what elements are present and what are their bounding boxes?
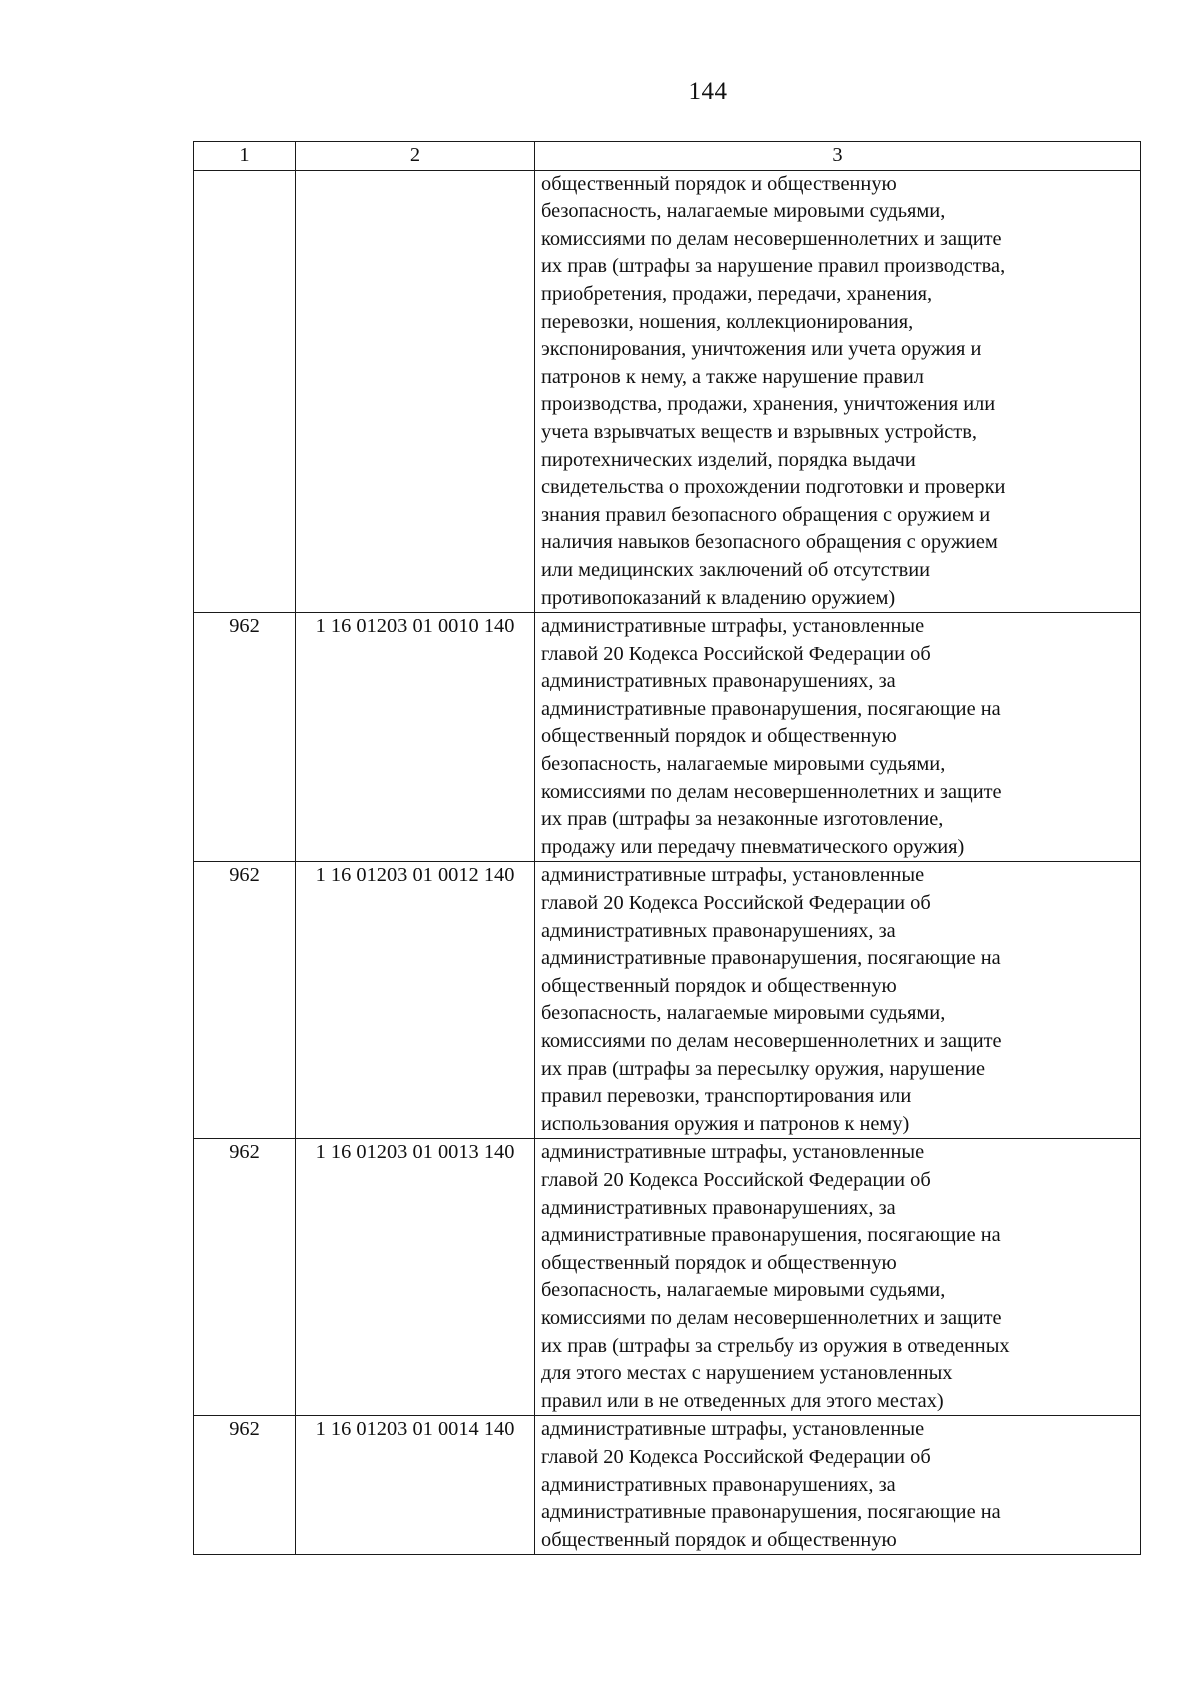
header-col-2: 2 — [296, 142, 535, 171]
header-col-1: 1 — [194, 142, 296, 171]
description-cell: административные штрафы, установленные главой 20 Кодекса Российской Федерации об административных правонарушениях, за административные правонарушения, посягающие на общественный порядок и общественную — [535, 1416, 1141, 1555]
budget-code-cell: 1 16 01203 01 0012 140 — [296, 862, 535, 1139]
table-header-row — [194, 142, 1141, 171]
budget-code-cell — [296, 170, 535, 613]
admin-code-cell — [194, 170, 296, 613]
description-cell: административные штрафы, установленные главой 20 Кодекса Российской Федерации об административных правонарушениях, за административные правонарушения, посягающие на общественный порядок и общественную безопасность, налагаемые мировыми судьями, комиссиями по делам несовершеннолетних и защите их прав (штрафы за стрельбу из оружия в отведенных для этого местах с нарушением установленных правил или в не отведенных для этого местах) — [535, 1139, 1141, 1416]
budget-code-cell: 1 16 01203 01 0013 140 — [296, 1139, 535, 1416]
fee-code-table — [193, 141, 1141, 1555]
admin-code-cell: 962 — [194, 1139, 296, 1416]
admin-code-cell: 962 — [194, 1416, 296, 1555]
description-cell: административные штрафы, установленные главой 20 Кодекса Российской Федерации об административных правонарушениях, за административные правонарушения, посягающие на общественный порядок и общественную безопасность, налагаемые мировыми судьями, комиссиями по делам несовершеннолетних и защите их прав (штрафы за пересылку оружия, нарушение правил перевозки, транспортирования или использования оружия и патронов к нему) — [535, 862, 1141, 1139]
description-cell: административные штрафы, установленные главой 20 Кодекса Российской Федерации об административных правонарушениях, за административные правонарушения, посягающие на общественный порядок и общественную безопасность, налагаемые мировыми судьями, комиссиями по делам несовершеннолетних и защите их прав (штрафы за незаконные изготовление, продажу или передачу пневматического оружия) — [535, 613, 1141, 862]
table-row — [194, 1139, 1141, 1416]
table-row — [194, 862, 1141, 1139]
admin-code-cell: 962 — [194, 613, 296, 862]
budget-code-cell: 1 16 01203 01 0010 140 — [296, 613, 535, 862]
admin-code-cell: 962 — [194, 862, 296, 1139]
table-row — [194, 170, 1141, 613]
table-row — [194, 1416, 1141, 1555]
description-cell: общественный порядок и общественную безопасность, налагаемые мировыми судьями, комиссиями по делам несовершеннолетних и защите их прав (штрафы за нарушение правил производства, приобретения, продажи, передачи, хранения, перевозки, ношения, коллекционирования, экспонирования, уничтожения или учета оружия и патронов к нему, а также нарушение правил производства, продажи, хранения, уничтожения или учета взрывчатых веществ и взрывных устройств, пиротехнических изделий, порядка выдачи свидетельства о прохождении подготовки и проверки знания правил безопасного обращения с оружием и наличия навыков безопасного обращения с оружием или медицинских заключений об отсутствии противопоказаний к владению оружием) — [535, 170, 1141, 613]
table-row — [194, 613, 1141, 862]
budget-code-cell: 1 16 01203 01 0014 140 — [296, 1416, 535, 1555]
header-col-3: 3 — [535, 142, 1141, 171]
page-number: 144 — [688, 78, 728, 105]
